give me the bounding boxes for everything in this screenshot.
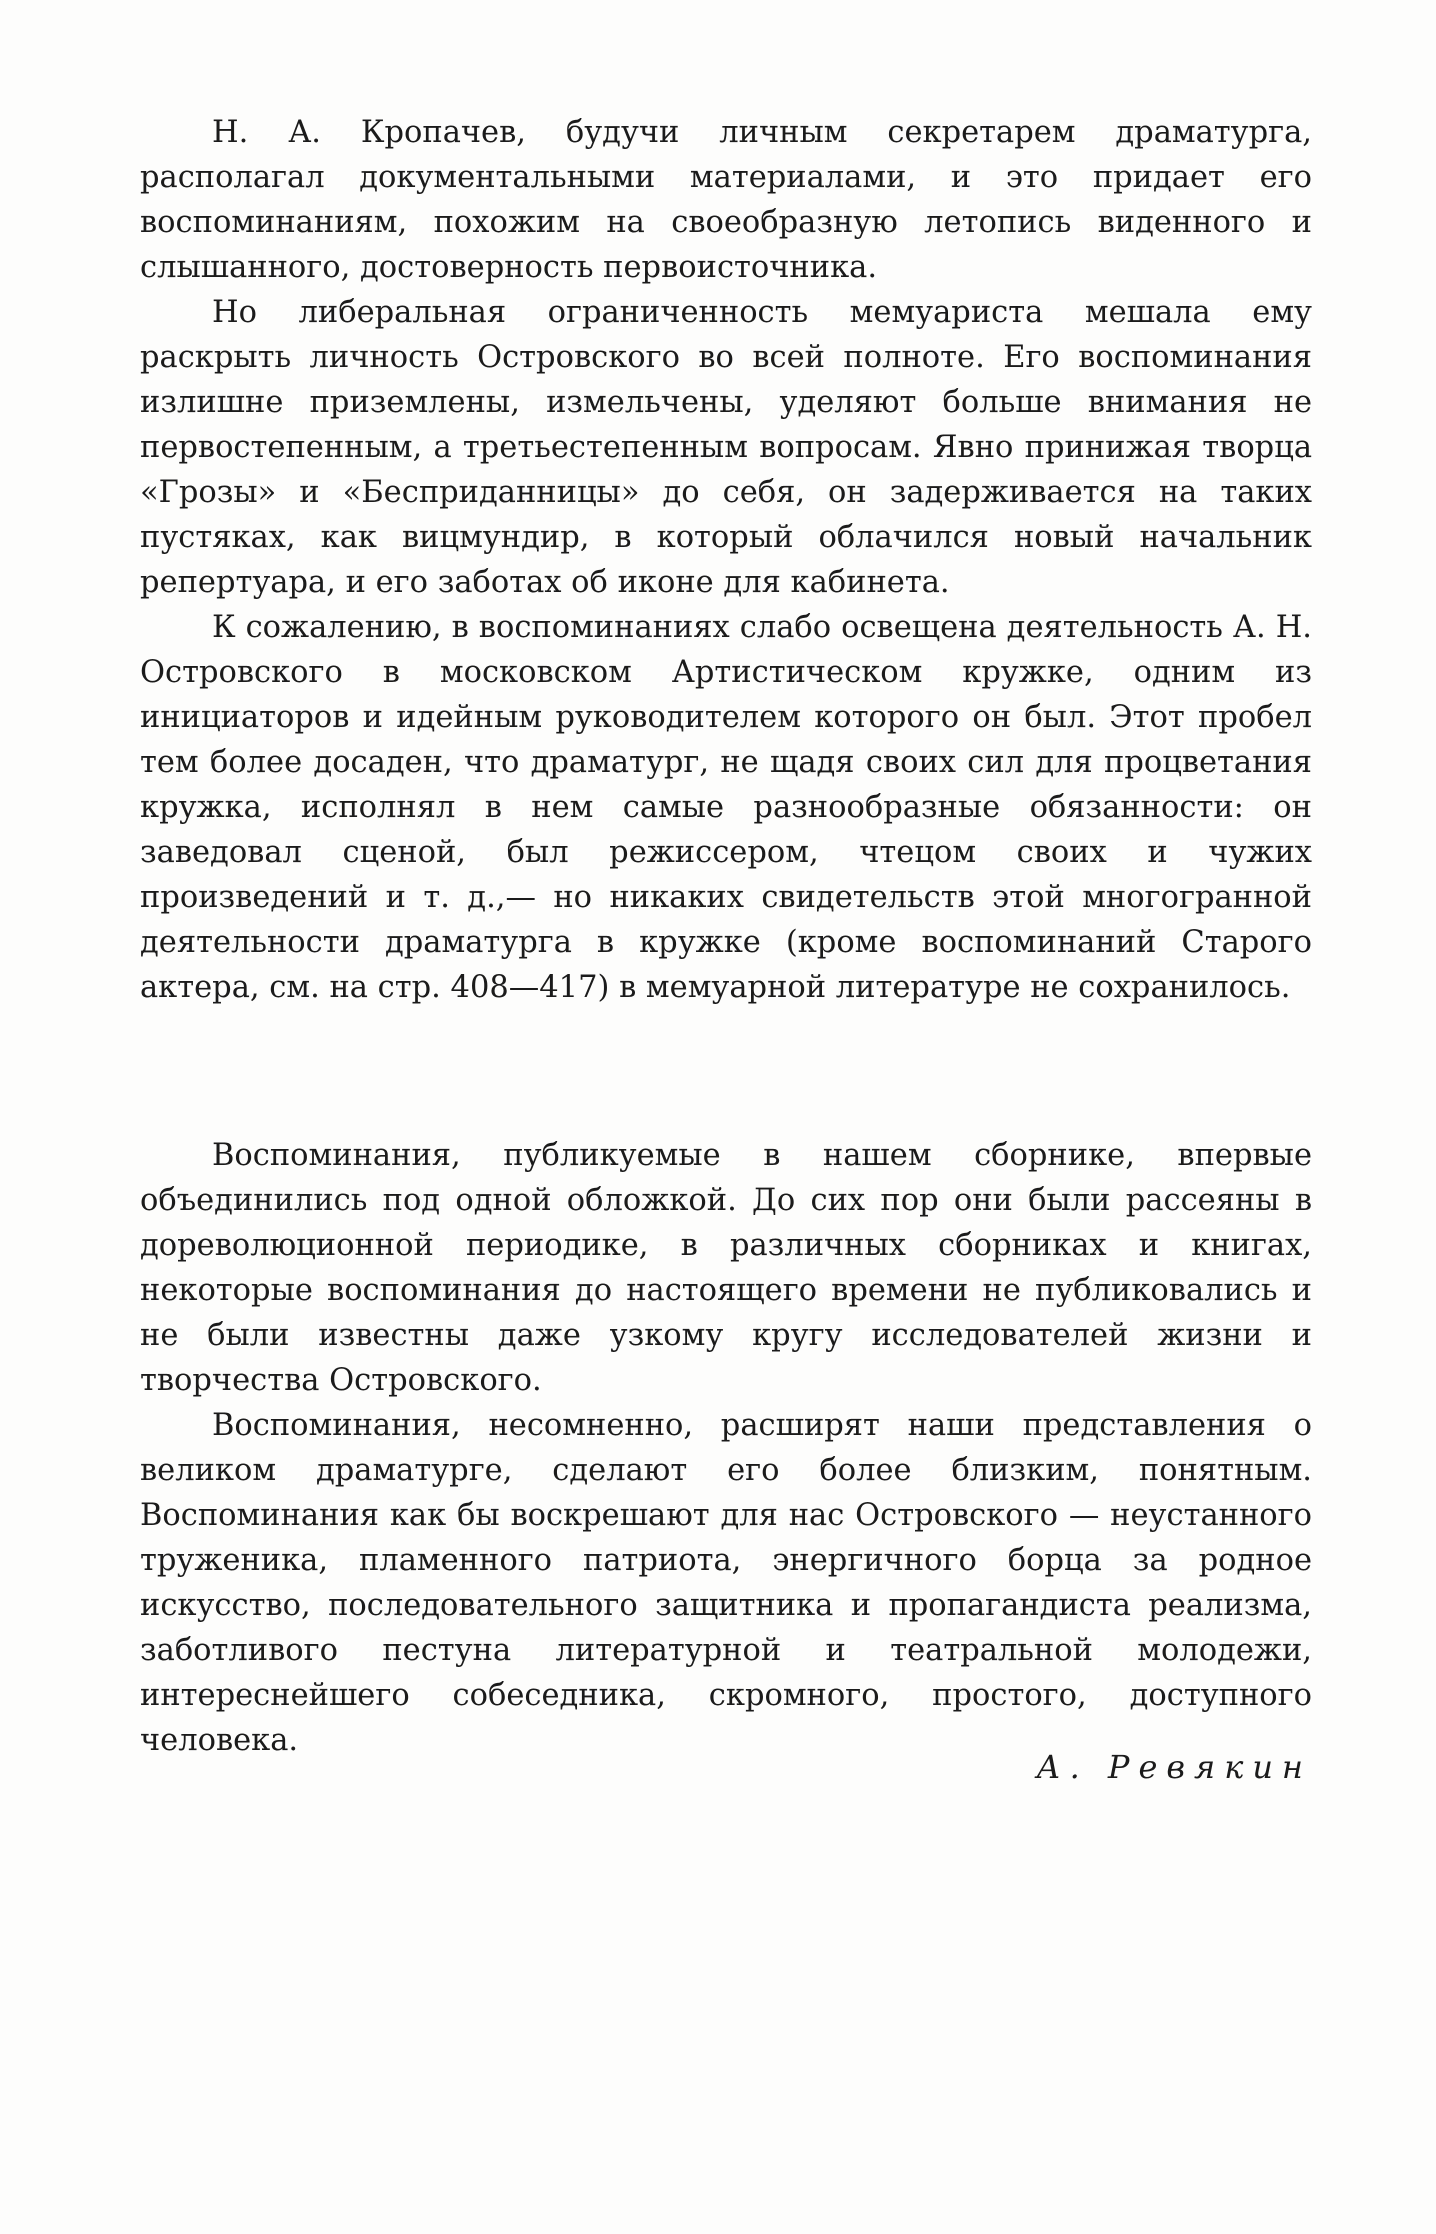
paragraph-collection-origin: Воспоминания, публикуемые в нашем сборнике, впервые объединились под одной обложкой. До сих пор они были рассеяны в дореволюционной периодике, в различных сборниках и книгах, некоторые воспоминания до настоящего времени не публиковались и не были известны даже узкому кругу исследователей жизни и творчества Островского. <box>140 1138 1312 1398</box>
section-collection-summary <box>140 1133 1312 1763</box>
paragraph-liberal-limits: Но либеральная ограниченность мемуариста мешала ему раскрыть личность Островского во всей полноте. Его воспоминания излишне приземлены, измельчены, уделяют больше внимания не первостепенным, а третьестепенным вопросам. Явно принижая творца «Грозы» и «Бесприданницы» до себя, он задерживается на таких пустяках, как вицмундир, в который облачился новый начальник репертуара, и его заботах об иконе для кабинета. <box>140 295 1312 600</box>
paragraph-kropachev: Н. А. Кропачев, будучи личным секретарем драматурга, располагал документальными материалами, и это придает его воспоминаниям, похожим на своеобразную летопись виденного и слышанного, достоверность первоисточника. <box>140 115 1312 285</box>
author-signature: А. Ревякин <box>1036 1748 1312 1786</box>
paragraph-artistic-circle: К сожалению, в воспоминаниях слабо освещена деятельность А. Н. Островского в московском Артистическом кружке, одним из инициаторов и идейным руководителем которого он был. Этот пробел тем более досаден, что драматург, не щадя своих сил для процветания кружка, исполнял в нем самые разнообразные обязанности: он заведовал сценой, был режиссером, чтецом своих и чужих произведений и т. д.,— но никаких свидетельств этой многогранной деятельности драматурга в кружке (кроме воспоминаний Старого актера, см. на стр. 408—417) в мемуарной литературе не сохранилось. <box>140 610 1312 1005</box>
section-memoir-critique <box>140 110 1312 1010</box>
paragraph-collection-value: Воспоминания, несомненно, расширят наши представления о великом драматурге, сделают его более близким, понятным. Воспоминания как бы воскрешают для нас Островского — неустанного труженика, пламенного патриота, энергичного борца за родное искусство, последовательного защитника и пропагандиста реализма, заботливого пестуна литературной и театральной молодежи, интереснейшего собеседника, скромного, простого, доступного человека. <box>140 1408 1312 1758</box>
